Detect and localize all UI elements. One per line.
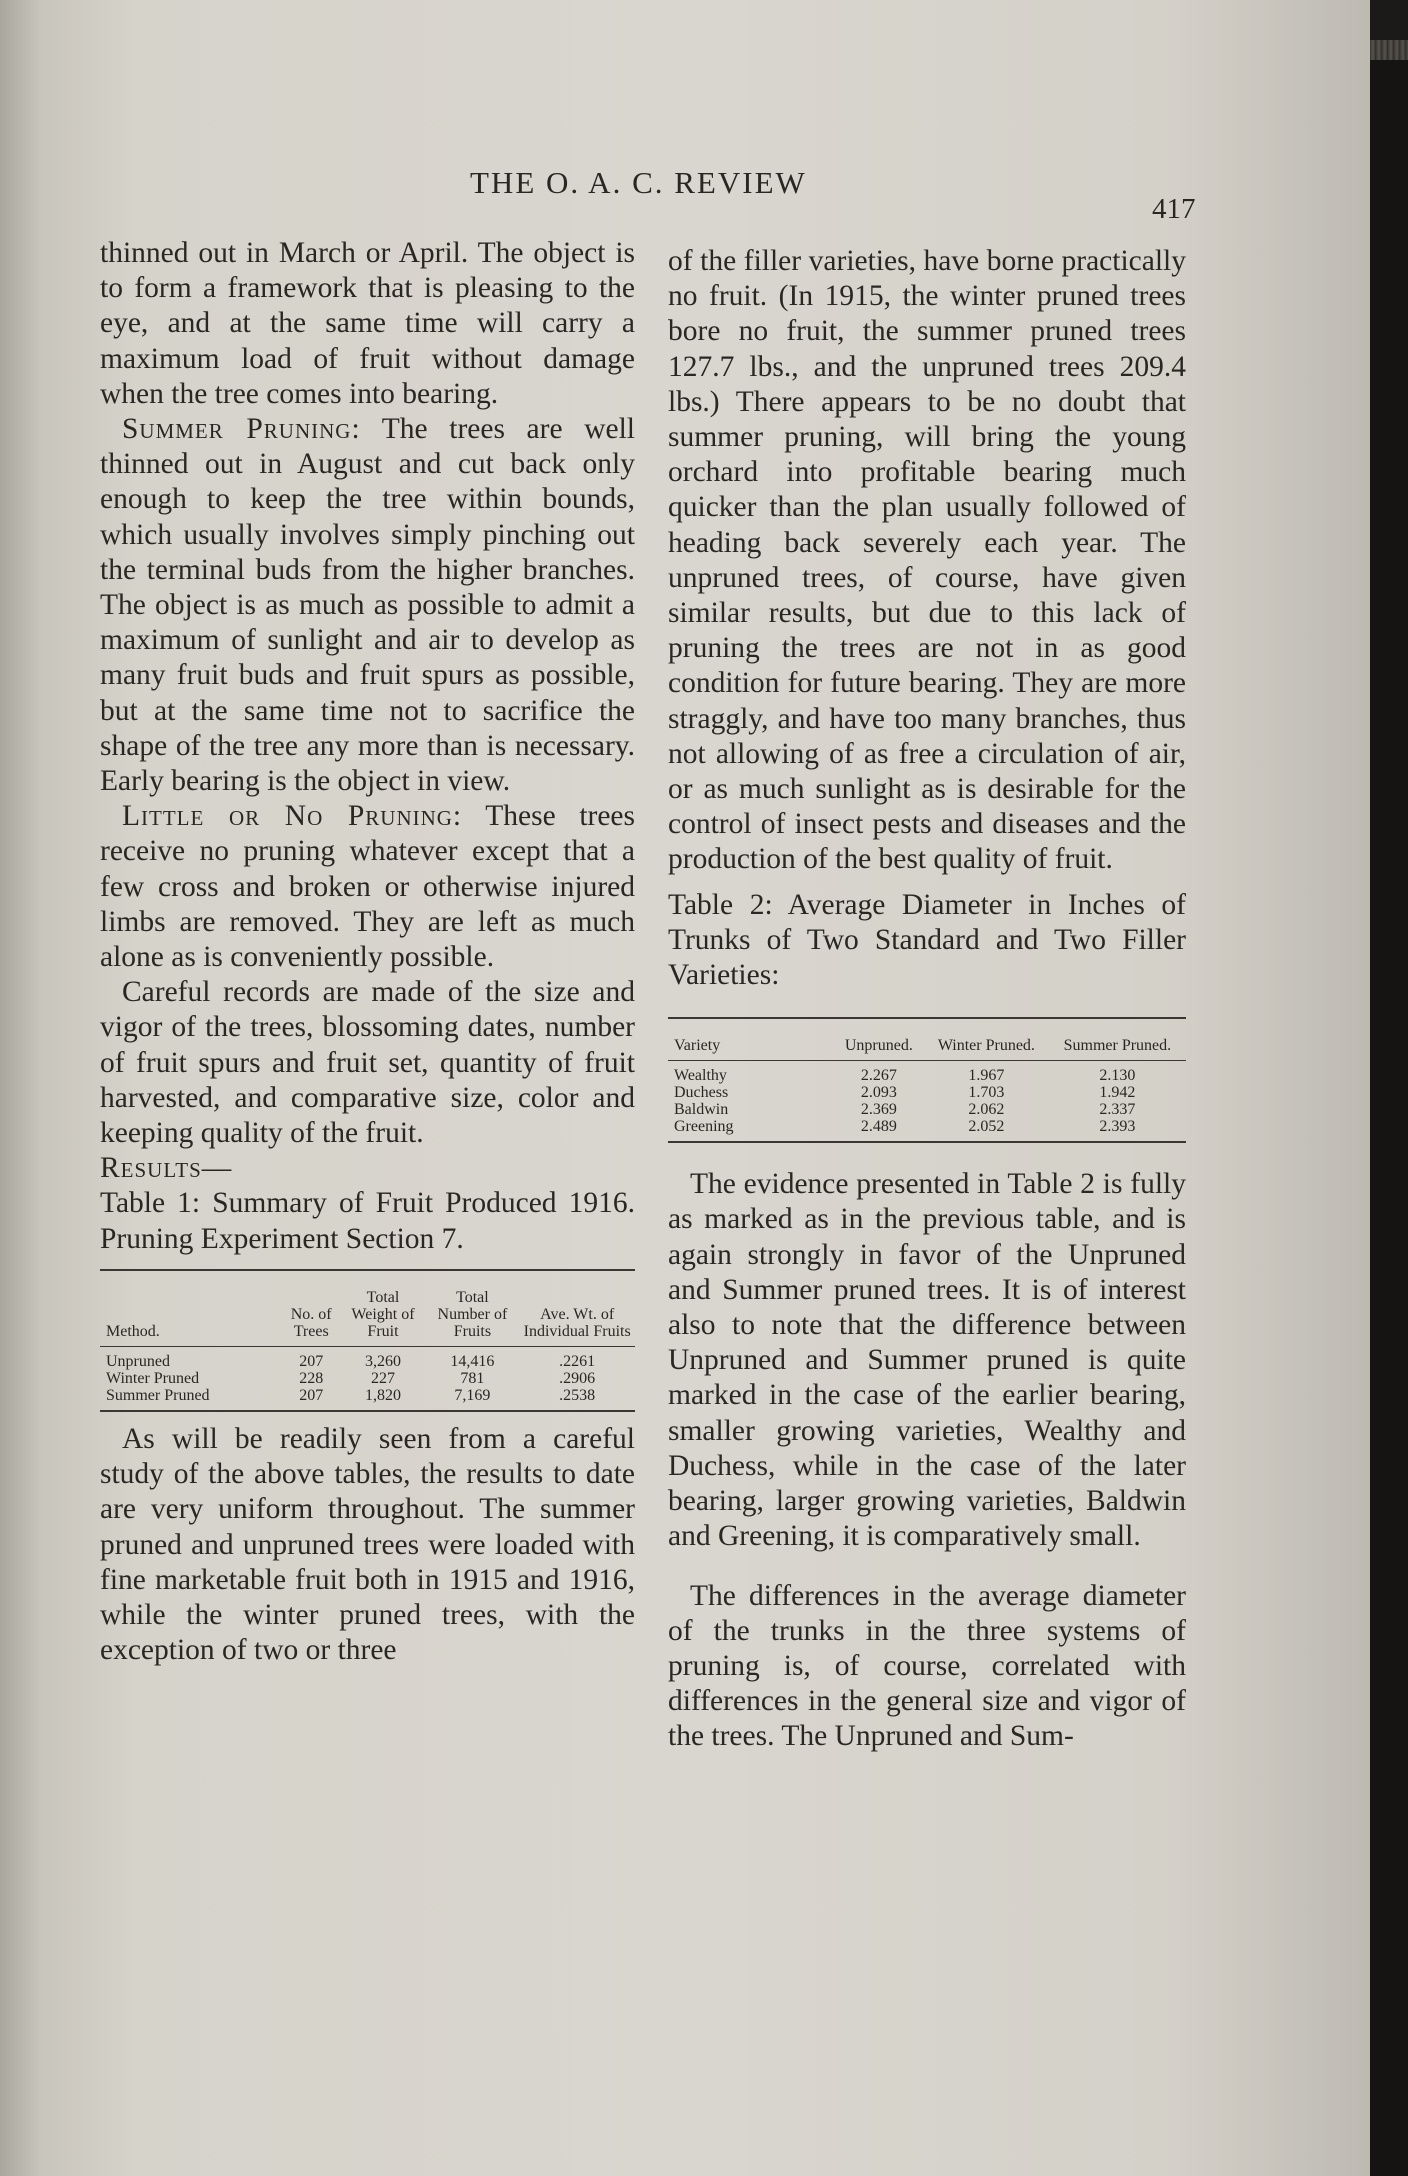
summer-pruning-text: The trees are well thinned out in August and cut back only enough to keep the tree within bounds, which usually involves simply pinching out the terminal buds from the higher branches. The object is as much as possible to admit a maximum of sunlight and air to develop as many fruit buds and fruit spurs as possible, but at the same time not to sacrifice the shape of the tree any more than is necessary. Early bearing is the object in view. bbox=[100, 413, 635, 798]
table2-header-unpruned: Unpruned. bbox=[844, 1037, 913, 1055]
table1-header-trees: No. of Trees bbox=[290, 1305, 332, 1340]
table1-caption: Table 1: Summary of Fruit Produced 1916. Pruning Experiment Section 7. bbox=[100, 1187, 635, 1255]
table2-header-row bbox=[668, 1027, 1186, 1061]
right-paragraph-evidence: The evidence presented in Table 2 is fully as marked as in the previous table, and is again strongly in favor of the Unpruned and Summer pruned trees. It is of interest also to note that the difference between Unpruned and Summer pruned is quite marked in the case of the earlier bearing, smaller growing varieties, Wealthy and Duchess, while in the case of the later bearing, larger growing varieties, Baldwin and Greening, it is comparatively small. bbox=[668, 1168, 1186, 1553]
table2-header-winter: Winter Pruned. bbox=[937, 1037, 1035, 1055]
table2-header-summer: Summer Pruned. bbox=[1063, 1037, 1172, 1055]
right-paragraph-1: of the filler varieties, have borne practically no fruit. (In 1915, the winter pruned trees bore no fruit, the summer pruned trees 127.7 lbs., and the unpruned trees 209.4 lbs.) There appears to be no doubt that summer pruning, will bring the young orchard into profitable bearing much quicker than the plan usually followed of heading back severely each year. The unpruned trees, of course, have given similar results, but due to this lack of pruning the trees are not in as good condition for future bearing. They are more straggly, and have too many branches, thus not allowing of as free a circulation of air, or as much sunlight as is desirable for the control of insect pests and diseases and the production of the best quality of fruit. bbox=[668, 245, 1186, 876]
table1-header-weight: Total Weight of Fruit bbox=[351, 1288, 415, 1340]
table1-header-avg: Ave. Wt. of Individual Fruits bbox=[523, 1305, 631, 1340]
little-pruning-paragraph bbox=[100, 799, 635, 975]
left-column bbox=[100, 236, 635, 1668]
table2-top-rule bbox=[668, 1017, 1186, 1019]
table-row: Winter Pruned 228 227 781 .2906 bbox=[106, 1369, 596, 1387]
table1 bbox=[100, 1279, 635, 1410]
running-header: THE O. A. C. REVIEW bbox=[470, 165, 807, 200]
table-row: Baldwin 2.369 2.062 2.337 bbox=[674, 1101, 1136, 1119]
left-paragraph-results: As will be readily seen from a careful study of the above tables, the results to date are very uniform throughout. The summer pruned and unpruned trees were loaded with fine marketable fruit both in 1915 and 1916, while the winter pruned trees, with the exception of two or three bbox=[100, 1422, 635, 1667]
records-paragraph: Careful records are made of the size and vigor of the trees, blossoming dates, number of fruit spurs and fruit set, quantity of fruit harvested, and comparative size, color and keeping quality of the fruit. bbox=[100, 976, 635, 1150]
summer-pruning-paragraph bbox=[100, 412, 635, 799]
table1-top-rule bbox=[100, 1269, 635, 1271]
table-row: Summer Pruned 207 1,820 7,169 .2538 bbox=[106, 1386, 596, 1404]
table-row: Duchess 2.093 1.703 1.942 bbox=[674, 1084, 1136, 1102]
table1-header-row bbox=[100, 1279, 635, 1347]
page-number: 417 bbox=[1152, 193, 1196, 225]
table2 bbox=[668, 1027, 1186, 1141]
table1-header-method: Method. bbox=[106, 1322, 160, 1340]
little-pruning-heading: Little or No Pruning: bbox=[122, 800, 463, 833]
table-row: Unpruned 207 3,260 14,416 .2261 bbox=[106, 1352, 596, 1370]
little-pruning-text: These trees receive no pruning whatever except that a few cross and broken or otherwise injured limbs are removed. They are left as much alone as is conveniently possible. bbox=[100, 800, 636, 974]
table-row: Wealthy 2.267 1.967 2.130 bbox=[674, 1067, 1136, 1085]
table-row: Greening 2.489 2.052 2.393 bbox=[674, 1118, 1136, 1136]
right-column bbox=[668, 244, 1186, 1755]
table2-header-variety: Variety bbox=[674, 1037, 721, 1055]
summer-pruning-heading: Summer Pruning: bbox=[122, 413, 361, 446]
table1-header-number: Total Number of Fruits bbox=[437, 1288, 508, 1340]
left-paragraph-1: thinned out in March or April. The object is to form a framework that is pleasing to the eye, and at the same time will carry a maximum load of fruit without damage when the tree comes into bearing. bbox=[100, 237, 635, 410]
results-heading: Results— bbox=[100, 1152, 233, 1185]
table2-caption: Table 2: Average Diameter in Inches of Trunks of Two Standard and Two Filler Varieties: bbox=[668, 888, 1186, 992]
right-paragraph-differences: The differences in the average diameter of the trunks in the three systems of pruning is, of course, correlated with differences in the general size and vigor of the trees. The Unpruned and Sum- bbox=[668, 1579, 1186, 1753]
